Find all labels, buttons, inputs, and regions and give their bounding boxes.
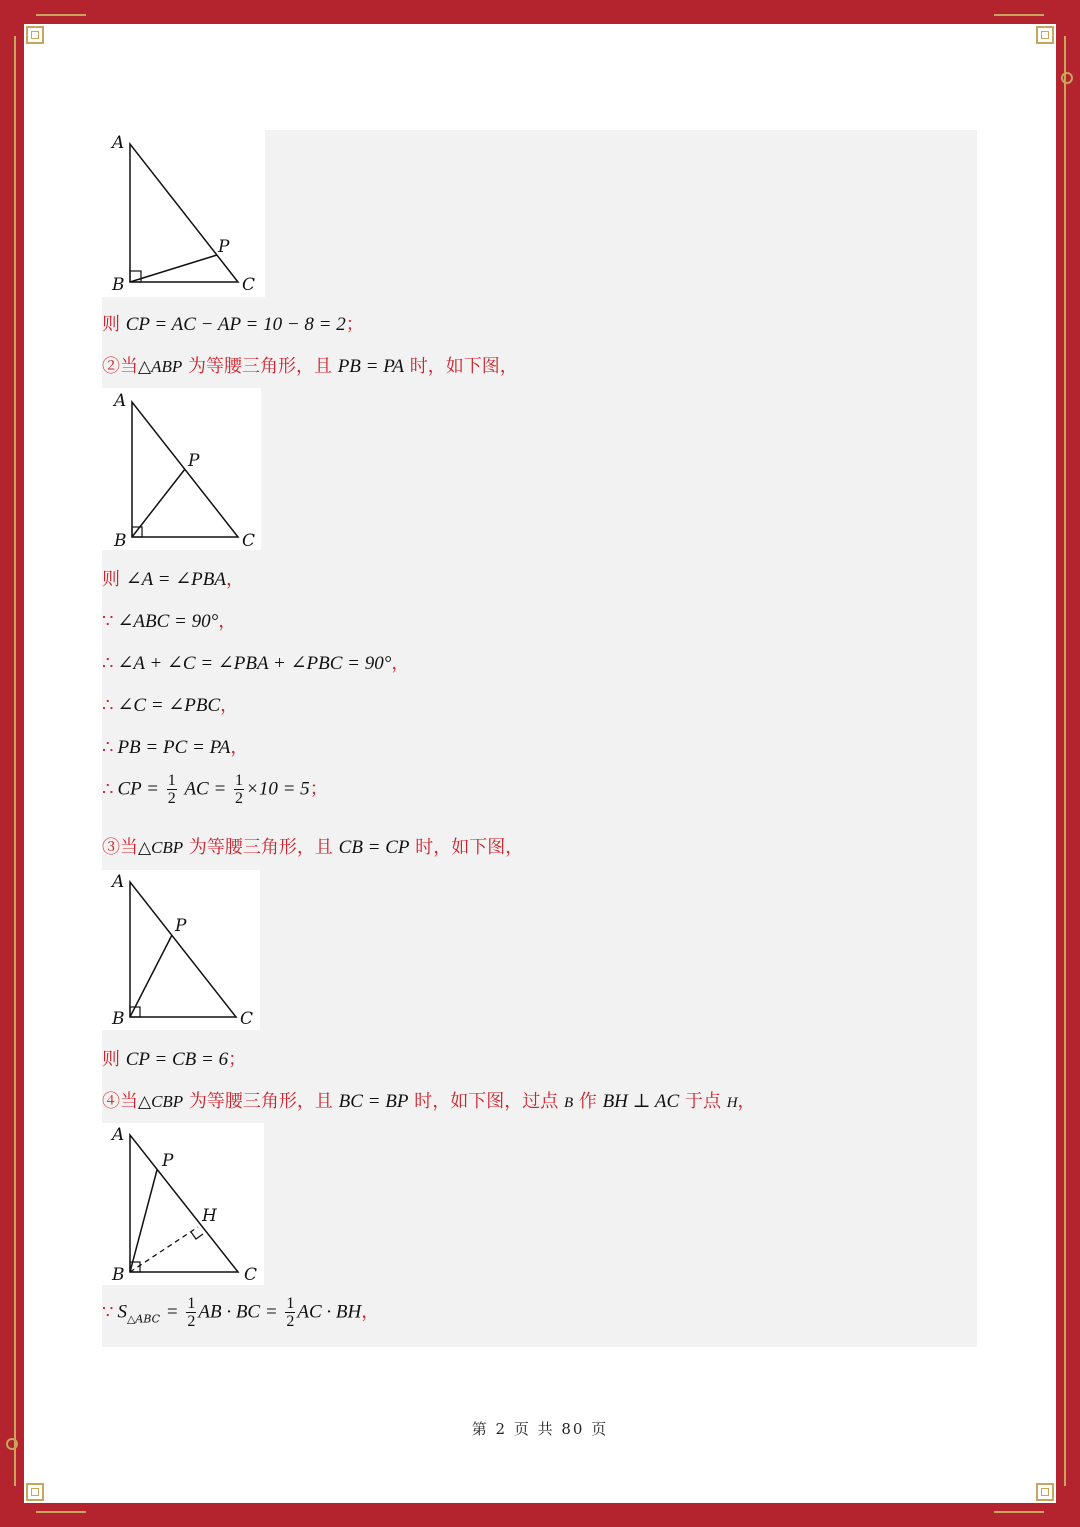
- line-cp-result-3: 则 CP = CB = 6；: [102, 1049, 247, 1070]
- line-angle-a: 则 ∠A = ∠PBA，: [102, 569, 244, 590]
- label-p: P: [218, 237, 230, 257]
- fraction-half-1: $\frac{1}{2}$: [167, 772, 176, 807]
- label-b: B: [112, 1265, 125, 1285]
- label-p: P: [188, 451, 200, 471]
- frame-line-bottom-right: [994, 1511, 1044, 1513]
- label-a: A: [112, 133, 125, 153]
- label-b: B: [112, 275, 125, 295]
- corner-ornament-tl: [26, 26, 44, 44]
- corner-ornament-br: [1036, 1483, 1054, 1501]
- label-p: P: [162, 1151, 174, 1171]
- label-c: C: [244, 1265, 258, 1285]
- triangle-abc: [130, 144, 238, 282]
- figure-2: [102, 388, 261, 550]
- frame-line-top: [36, 14, 86, 16]
- label-p: P: [175, 916, 187, 936]
- line-pb-pc-pa: ∴ PB = PC = PA，: [102, 737, 249, 758]
- label-c: C: [242, 275, 256, 295]
- triangle-abc: [130, 882, 236, 1017]
- frame-line-bottom: [36, 1511, 86, 1513]
- case-4-heading: ④当△CBP 为等腰三角形，且 BC = BP 时，如下图，过点 B 作 BH ⊥ AC 于点 H，: [102, 1091, 756, 1112]
- frame-line-top-right: [994, 14, 1044, 16]
- label-a: A: [112, 1125, 125, 1145]
- line-angle-c: ∴ ∠C = ∠PBC，: [102, 695, 239, 716]
- line-angle-sum: ∴ ∠A + ∠C = ∠PBA + ∠PBC = 90°，: [102, 653, 410, 674]
- segment-bp: [130, 255, 217, 282]
- figure-1: [102, 130, 265, 297]
- ornament-knob-right: [1061, 72, 1073, 84]
- fraction-half-4: $\frac{1}{2}$: [286, 1295, 295, 1330]
- label-h: H: [202, 1206, 217, 1226]
- solution-panel: [102, 130, 977, 1347]
- triangle-abc: [130, 1135, 238, 1272]
- corner-ornament-bl: [26, 1483, 44, 1501]
- label-c: C: [242, 531, 256, 550]
- figure-4: [102, 1123, 264, 1285]
- fraction-half-3: $\frac{1}{2}$: [187, 1295, 196, 1330]
- label-b: B: [112, 1009, 125, 1029]
- label-a: A: [114, 391, 127, 411]
- label-a: A: [112, 872, 125, 892]
- frame-line-left: [14, 36, 16, 1486]
- frame-line-right: [1064, 36, 1066, 1486]
- fraction-half-2: $\frac{1}{2}$: [235, 772, 244, 807]
- right-angle-mark-h: [191, 1232, 203, 1239]
- case-2-heading: ②当△ABP 为等腰三角形，且 PB = PA 时，如下图，: [102, 356, 518, 377]
- corner-ornament-tr: [1036, 26, 1054, 44]
- label-c: C: [240, 1009, 254, 1029]
- ornament-knob-left: [6, 1438, 18, 1450]
- line-angle-abc: ∵ ∠ABC = 90°，: [102, 611, 237, 632]
- line-area-formula: ∵ $S_{\triangle ABC}$ = $\frac{1}{2}$ AB · BC = $\frac{1}{2}$ AC · BH，: [102, 1295, 380, 1330]
- label-b: B: [114, 531, 127, 550]
- page-number-footer: 第 2 页 共 80 页: [471, 1420, 609, 1438]
- line-cp-half: ∴ CP = $\frac{1}{2}$ AC = $\frac{1}{2}$ ×10 = 5；: [102, 772, 328, 807]
- case-3-heading: ③当△CBP 为等腰三角形，且 CB = CP 时，如下图，: [102, 837, 524, 858]
- line-cp-result-1: 则 CP = AC − AP = 10 − 8 = 2；: [102, 314, 364, 335]
- figure-3: [102, 870, 260, 1030]
- segment-bp: [130, 935, 172, 1017]
